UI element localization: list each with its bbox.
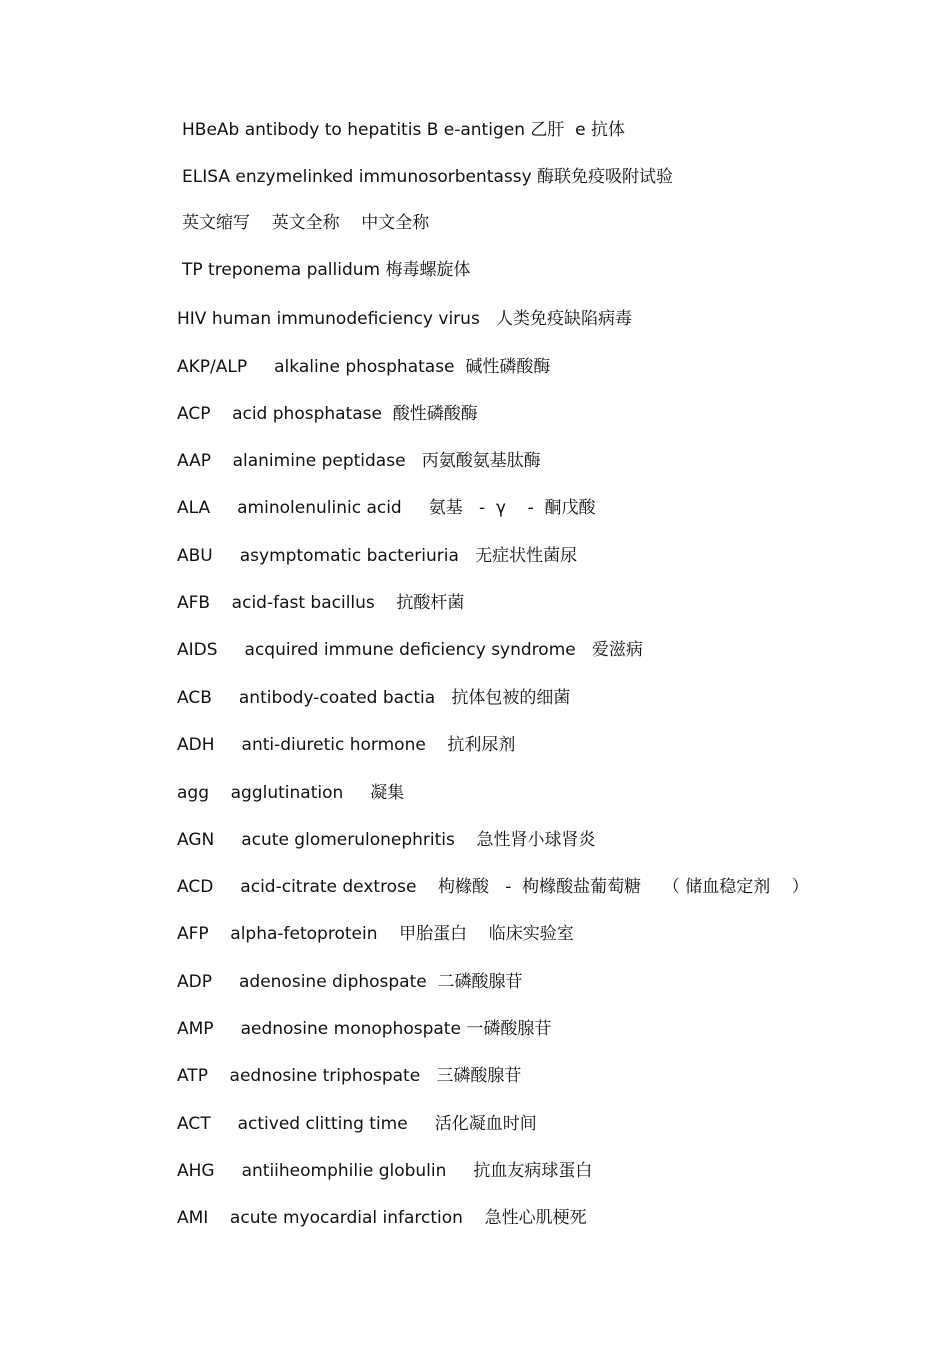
entry-acb: ACB antibody-coated bactia 抗体包被的细菌 xyxy=(177,688,571,708)
entry-agn: AGN acute glomerulonephritis 急性肾小球肾炎 xyxy=(177,830,596,850)
entry-aap: AAP alanimine peptidase 丙氨酸氨基肽酶 xyxy=(177,451,541,471)
entry-ami: AMI acute myocardial infarction 急性心肌梗死 xyxy=(177,1208,587,1228)
entry-acd: ACD acid-citrate dextrose 枸橼酸 - 枸橼酸盐葡萄糖 （ 储血稳定剂 ） xyxy=(177,877,809,897)
entry-afp: AFP alpha-fetoprotein 甲胎蛋白 临床实验室 xyxy=(177,924,574,944)
table-header-line: 英文缩写 英文全称 中文全称 xyxy=(182,213,430,233)
entry-hbeab: HBeAb antibody to hepatitis B e-antigen 乙肝 e 抗体 xyxy=(182,120,626,140)
entry-adh: ADH anti-diuretic hormone 抗利尿剂 xyxy=(177,735,516,755)
entry-tp: TP treponema pallidum 梅毒螺旋体 xyxy=(182,260,471,280)
entry-ala: ALA aminolenulinic acid 氨基 - γ - 酮戊酸 xyxy=(177,498,596,518)
entry-adp: ADP adenosine diphospate 二磷酸腺苷 xyxy=(177,972,523,992)
entry-atp: ATP aednosine triphospate 三磷酸腺苷 xyxy=(177,1066,522,1086)
entry-akp-alp: AKP/ALP alkaline phosphatase 碱性磷酸酶 xyxy=(177,357,551,377)
entry-hiv: HIV human immunodeficiency virus 人类免疫缺陷病毒 xyxy=(177,309,633,329)
entry-acp: ACP acid phosphatase 酸性磷酸酶 xyxy=(177,404,478,424)
entry-afb: AFB acid-fast bacillus 抗酸杆菌 xyxy=(177,593,465,613)
entry-aids: AIDS acquired immune deficiency syndrome 爱滋病 xyxy=(177,640,643,660)
entry-elisa: ELISA enzymelinked immunosorbentassy 酶联免疫吸附试验 xyxy=(182,167,674,187)
entry-abu: ABU asymptomatic bacteriuria 无症状性菌尿 xyxy=(177,546,578,566)
entry-ahg: AHG antiiheomphilie globulin 抗血友病球蛋白 xyxy=(177,1161,593,1181)
entry-amp: AMP aednosine monophospate 一磷酸腺苷 xyxy=(177,1019,552,1039)
entry-agg: agg agglutination 凝集 xyxy=(177,783,405,803)
entry-act: ACT actived clitting time 活化凝血时间 xyxy=(177,1114,537,1134)
